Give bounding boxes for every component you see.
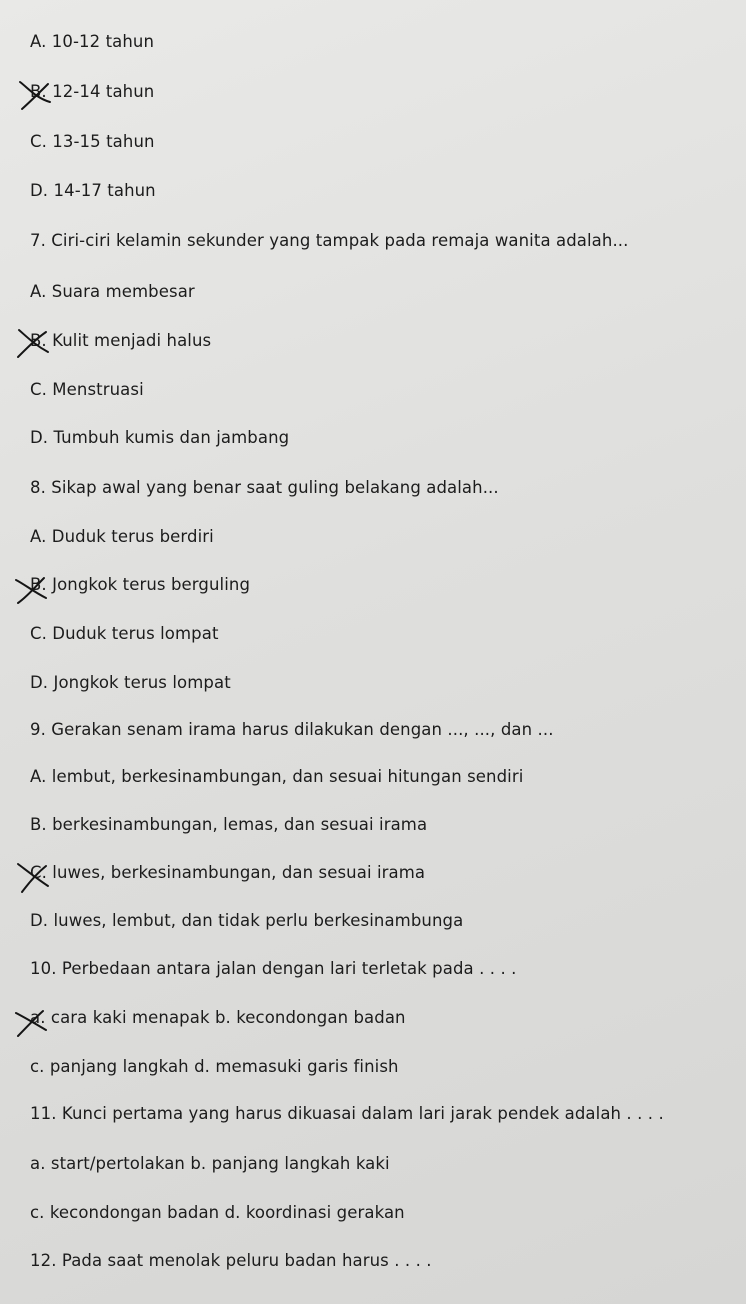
q7-option-a[interactable]: A. Suara membesar <box>30 282 195 301</box>
q12-question: 12. Pada saat menolak peluru badan harus . . . . <box>30 1251 432 1270</box>
q6-option-c[interactable]: C. 13-15 tahun <box>30 132 155 151</box>
answer-cross-mark-q9 <box>12 858 52 894</box>
answer-cross-mark-q10 <box>10 1003 50 1039</box>
q8-option-b[interactable]: B. Jongkok terus berguling <box>30 575 251 594</box>
q8-option-c[interactable]: C. Duduk terus lompat <box>30 624 219 643</box>
q11-options-row-2[interactable]: c. kecondongan badan d. koordinasi gerakan <box>30 1203 405 1222</box>
q9-option-d[interactable]: D. luwes, lembut, dan tidak perlu berkesinambunga <box>30 911 464 930</box>
q9-option-b[interactable]: B. berkesinambungan, lemas, dan sesuai irama <box>30 815 428 834</box>
q7-option-c[interactable]: C. Menstruasi <box>30 380 144 399</box>
q10-question: 10. Perbedaan antara jalan dengan lari terletak pada . . . . <box>30 959 517 978</box>
answer-cross-mark-q8 <box>10 570 50 606</box>
q10-options-row-2[interactable]: c. panjang langkah d. memasuki garis finish <box>30 1057 399 1076</box>
q10-options-row-1[interactable]: a. cara kaki menapak b. kecondongan badan <box>30 1008 406 1027</box>
q6-option-b[interactable]: B. 12-14 tahun <box>30 82 155 101</box>
q8-option-d[interactable]: D. Jongkok terus lompat <box>30 673 231 692</box>
answer-cross-mark-q6 <box>14 76 54 112</box>
q6-option-a[interactable]: A. 10-12 tahun <box>30 32 155 51</box>
q11-options-row-1[interactable]: a. start/pertolakan b. panjang langkah kaki <box>30 1154 390 1173</box>
q7-question: 7. Ciri-ciri kelamin sekunder yang tampak pada remaja wanita adalah... <box>30 231 629 250</box>
q6-option-d[interactable]: D. 14-17 tahun <box>30 181 156 200</box>
answer-cross-mark-q7 <box>12 325 52 361</box>
q9-question: 9. Gerakan senam irama harus dilakukan dengan ..., ..., dan ... <box>30 720 554 739</box>
q7-option-b[interactable]: B. Kulit menjadi halus <box>30 331 212 350</box>
q11-question: 11. Kunci pertama yang harus dikuasai dalam lari jarak pendek adalah . . . . <box>30 1104 664 1123</box>
q9-option-c[interactable]: C. luwes, berkesinambungan, dan sesuai irama <box>30 863 426 882</box>
q9-option-a[interactable]: A. lembut, berkesinambungan, dan sesuai hitungan sendiri <box>30 767 524 786</box>
q8-option-a[interactable]: A. Duduk terus berdiri <box>30 527 214 546</box>
q7-option-d[interactable]: D. Tumbuh kumis dan jambang <box>30 428 290 447</box>
q8-question: 8. Sikap awal yang benar saat guling belakang adalah... <box>30 478 499 497</box>
